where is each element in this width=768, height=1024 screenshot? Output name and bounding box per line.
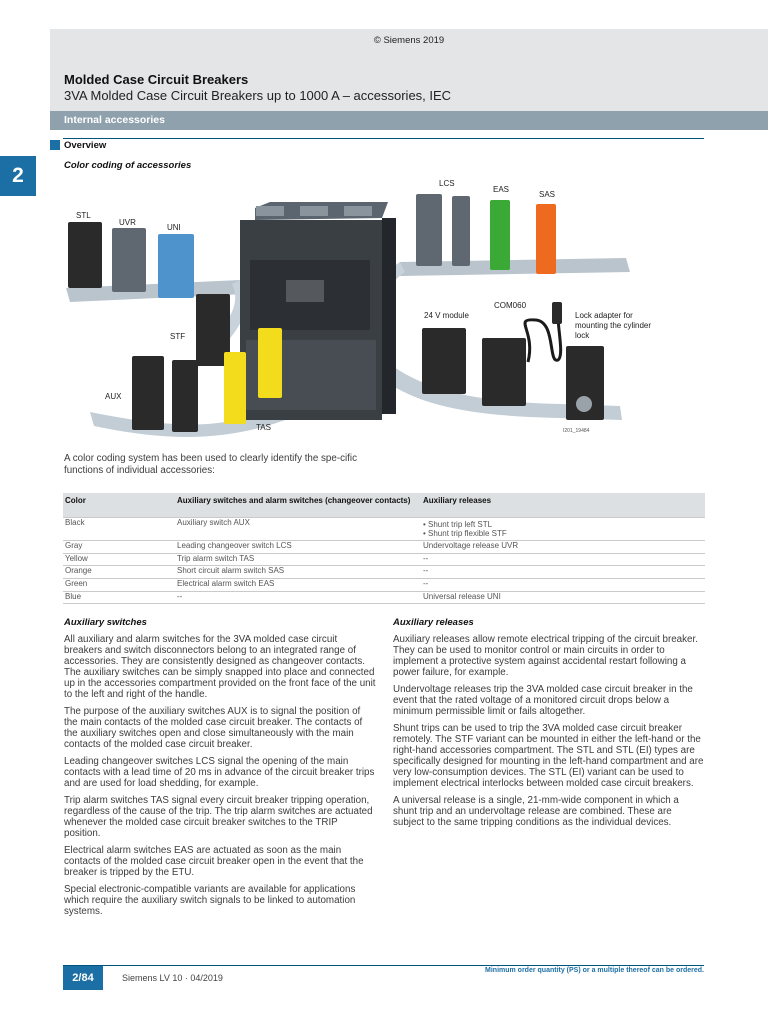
table-cell: -- (421, 579, 705, 592)
chapter-tab[interactable]: 2 (0, 156, 36, 196)
paragraph: Electrical alarm switches EAS are actuated as soon as the main contacts of the molded case circuit breaker open in the event that the breaker is tripped by the ETU. (64, 845, 364, 878)
sas-module (536, 204, 556, 274)
auxiliary-switches-column (64, 617, 376, 923)
table-cell: • Shunt trip left STL • Shunt trip flexible STF (421, 518, 705, 541)
table-cell: Gray (63, 541, 175, 554)
lcs-module-2 (452, 196, 470, 266)
com060-module (482, 338, 526, 406)
table-cell: -- (421, 553, 705, 566)
table-cell: Undervoltage release UVR (421, 541, 705, 554)
table-cell: Yellow (63, 553, 175, 566)
section-marker-icon (50, 140, 60, 150)
label-stl: STL (76, 211, 91, 220)
table-cell: Leading changeover switch LCS (175, 541, 421, 554)
column-header: Auxiliary switches and alarm switches (changeover contacts) (175, 493, 421, 518)
table-cell: -- (421, 566, 705, 579)
copyright: © Siemens 2019 (373, 35, 445, 46)
column-header: Color (63, 493, 175, 518)
24v-module (422, 328, 466, 394)
table-cell: Short circuit alarm switch SAS (175, 566, 421, 579)
paragraph: Auxiliary releases allow remote electrical tripping of the circuit breaker. They can be used to monitor control or main circuits in order to implement a protective system against accidental restart following a power failure, for example. (393, 634, 698, 678)
table-row (63, 566, 705, 579)
paragraph: Undervoltage releases trip the 3VA molded case circuit breaker in the event that the rated voltage of a monitored circuit drops below a minimum permissible limit or fails altogether. (393, 684, 693, 717)
tas-module-1 (224, 352, 246, 424)
table-cell: Orange (63, 566, 175, 579)
label-sas: SAS (539, 190, 556, 199)
page-title: Molded Case Circuit Breakers (64, 72, 249, 87)
table-cell: Universal release UNI (421, 591, 705, 604)
paragraph: Special electronic-compatible variants are available for applications which require the auxiliary switch signals to be linked to automation systems. (64, 884, 356, 917)
label-stf: STF (170, 332, 186, 341)
table-header-row (63, 493, 705, 518)
paragraph: The purpose of the auxiliary switches AUX is to signal the position of the main contacts of the molded case circuit breaker. The contacts of the auxiliary switches open and close simultaneously with the main contacts of the molded case circuit breaker. (64, 706, 363, 750)
section-bar (50, 111, 768, 130)
aux-module-2 (172, 360, 198, 432)
aux-module-1 (132, 356, 164, 430)
tas-module-2 (258, 328, 282, 398)
table-cell: Auxiliary switch AUX (175, 518, 421, 541)
section-heading: Overview (64, 140, 107, 151)
lcs-module-1 (416, 194, 442, 266)
footer-divider (63, 965, 704, 966)
table-cell: Blue (63, 591, 175, 604)
catalog-reference: Siemens LV 10 · 04/2019 (122, 973, 223, 983)
label-uni: UNI (167, 223, 181, 232)
table-cell: Electrical alarm switch EAS (175, 579, 421, 592)
paragraph: Trip alarm switches TAS signal every circuit breaker tripping operation, regardless of the cause of the trip. The trip alarm switches are actuated whenever the molded case circuit breaker switches to the TRIP position. (64, 795, 373, 839)
order-note: Minimum order quantity (PS) or a multiple thereof can be ordered. (485, 967, 704, 974)
uni-module (158, 234, 194, 298)
label-lock-adapter: Lock adapter for mounting the cylinder lock (575, 311, 652, 340)
label-tas: TAS (256, 423, 271, 432)
cylinder-lock-icon (576, 396, 592, 412)
table-cell: Trip alarm switch TAS (175, 553, 421, 566)
intro-text: A color coding system has been used to clearly identify the spe-cific functions of individual accessories: (64, 453, 357, 476)
eas-module (490, 200, 510, 270)
paragraph: A universal release is a single, 21-mm-wide component in which a shunt trip and an undervoltage release are combined. These are subject to the same tripping conditions as the individual devices. (393, 795, 679, 828)
paragraph: Leading changeover switches LCS signal the opening of the main contacts with a lead time of 20 ms in advance of the circuit breaker trips and are used for load shedding, for example. (64, 756, 375, 789)
column-heading: Auxiliary switches (64, 617, 147, 628)
figure-title: Color coding of accessories (64, 160, 192, 171)
column-heading: Auxiliary releases (393, 617, 474, 628)
divider (63, 138, 704, 139)
label-eas: EAS (493, 185, 510, 194)
label-24v: 24 V module (424, 311, 469, 320)
column-header: Auxiliary releases (421, 493, 705, 518)
label-com060: COM060 (494, 301, 527, 310)
auxiliary-releases-column (393, 617, 705, 834)
table-row (63, 579, 705, 592)
label-aux: AUX (105, 392, 122, 401)
table-row (63, 591, 705, 604)
table-cell: -- (175, 591, 421, 604)
page-number: 2/84 (63, 966, 103, 990)
figure-code: I201_19484 (563, 428, 590, 434)
table-row (63, 518, 705, 541)
table-cell: Green (63, 579, 175, 592)
table-row (63, 553, 705, 566)
com060-plug (552, 302, 562, 324)
page-header (50, 29, 768, 111)
paragraph: All auxiliary and alarm switches for the 3VA molded case circuit breakers and switch disconnectors belong to an integrated range of accessories. They are consistently designed as changeover contacts. The auxiliary switches can be simply snapped into place and connected up in the accessories compartment provided on the front face of the unit to the left and right of the handle. (64, 634, 376, 700)
uvr-module (112, 228, 146, 292)
paragraph: Shunt trips can be used to trip the 3VA molded case circuit breaker remotely. The STF variant can be mounted in either the left-hand or the right-hand accessories compartment. The STL and STL (EI) types are specifically designed for mounting in the left-hand compartment and are very low-consumption devices. The STL (EI) variant can be used to implement electrical interlocks between molded case circuit breakers. (393, 723, 704, 789)
stl-module (68, 222, 102, 288)
color-coding-table (63, 493, 705, 604)
page-subtitle: 3VA Molded Case Circuit Breakers up to 1000 A – accessories, IEC (64, 88, 452, 103)
table-cell: Black (63, 518, 175, 541)
label-uvr: UVR (119, 218, 136, 227)
label-lcs: LCS (439, 179, 455, 188)
table-row (63, 541, 705, 554)
section-bar-label: Internal accessories (64, 114, 165, 126)
